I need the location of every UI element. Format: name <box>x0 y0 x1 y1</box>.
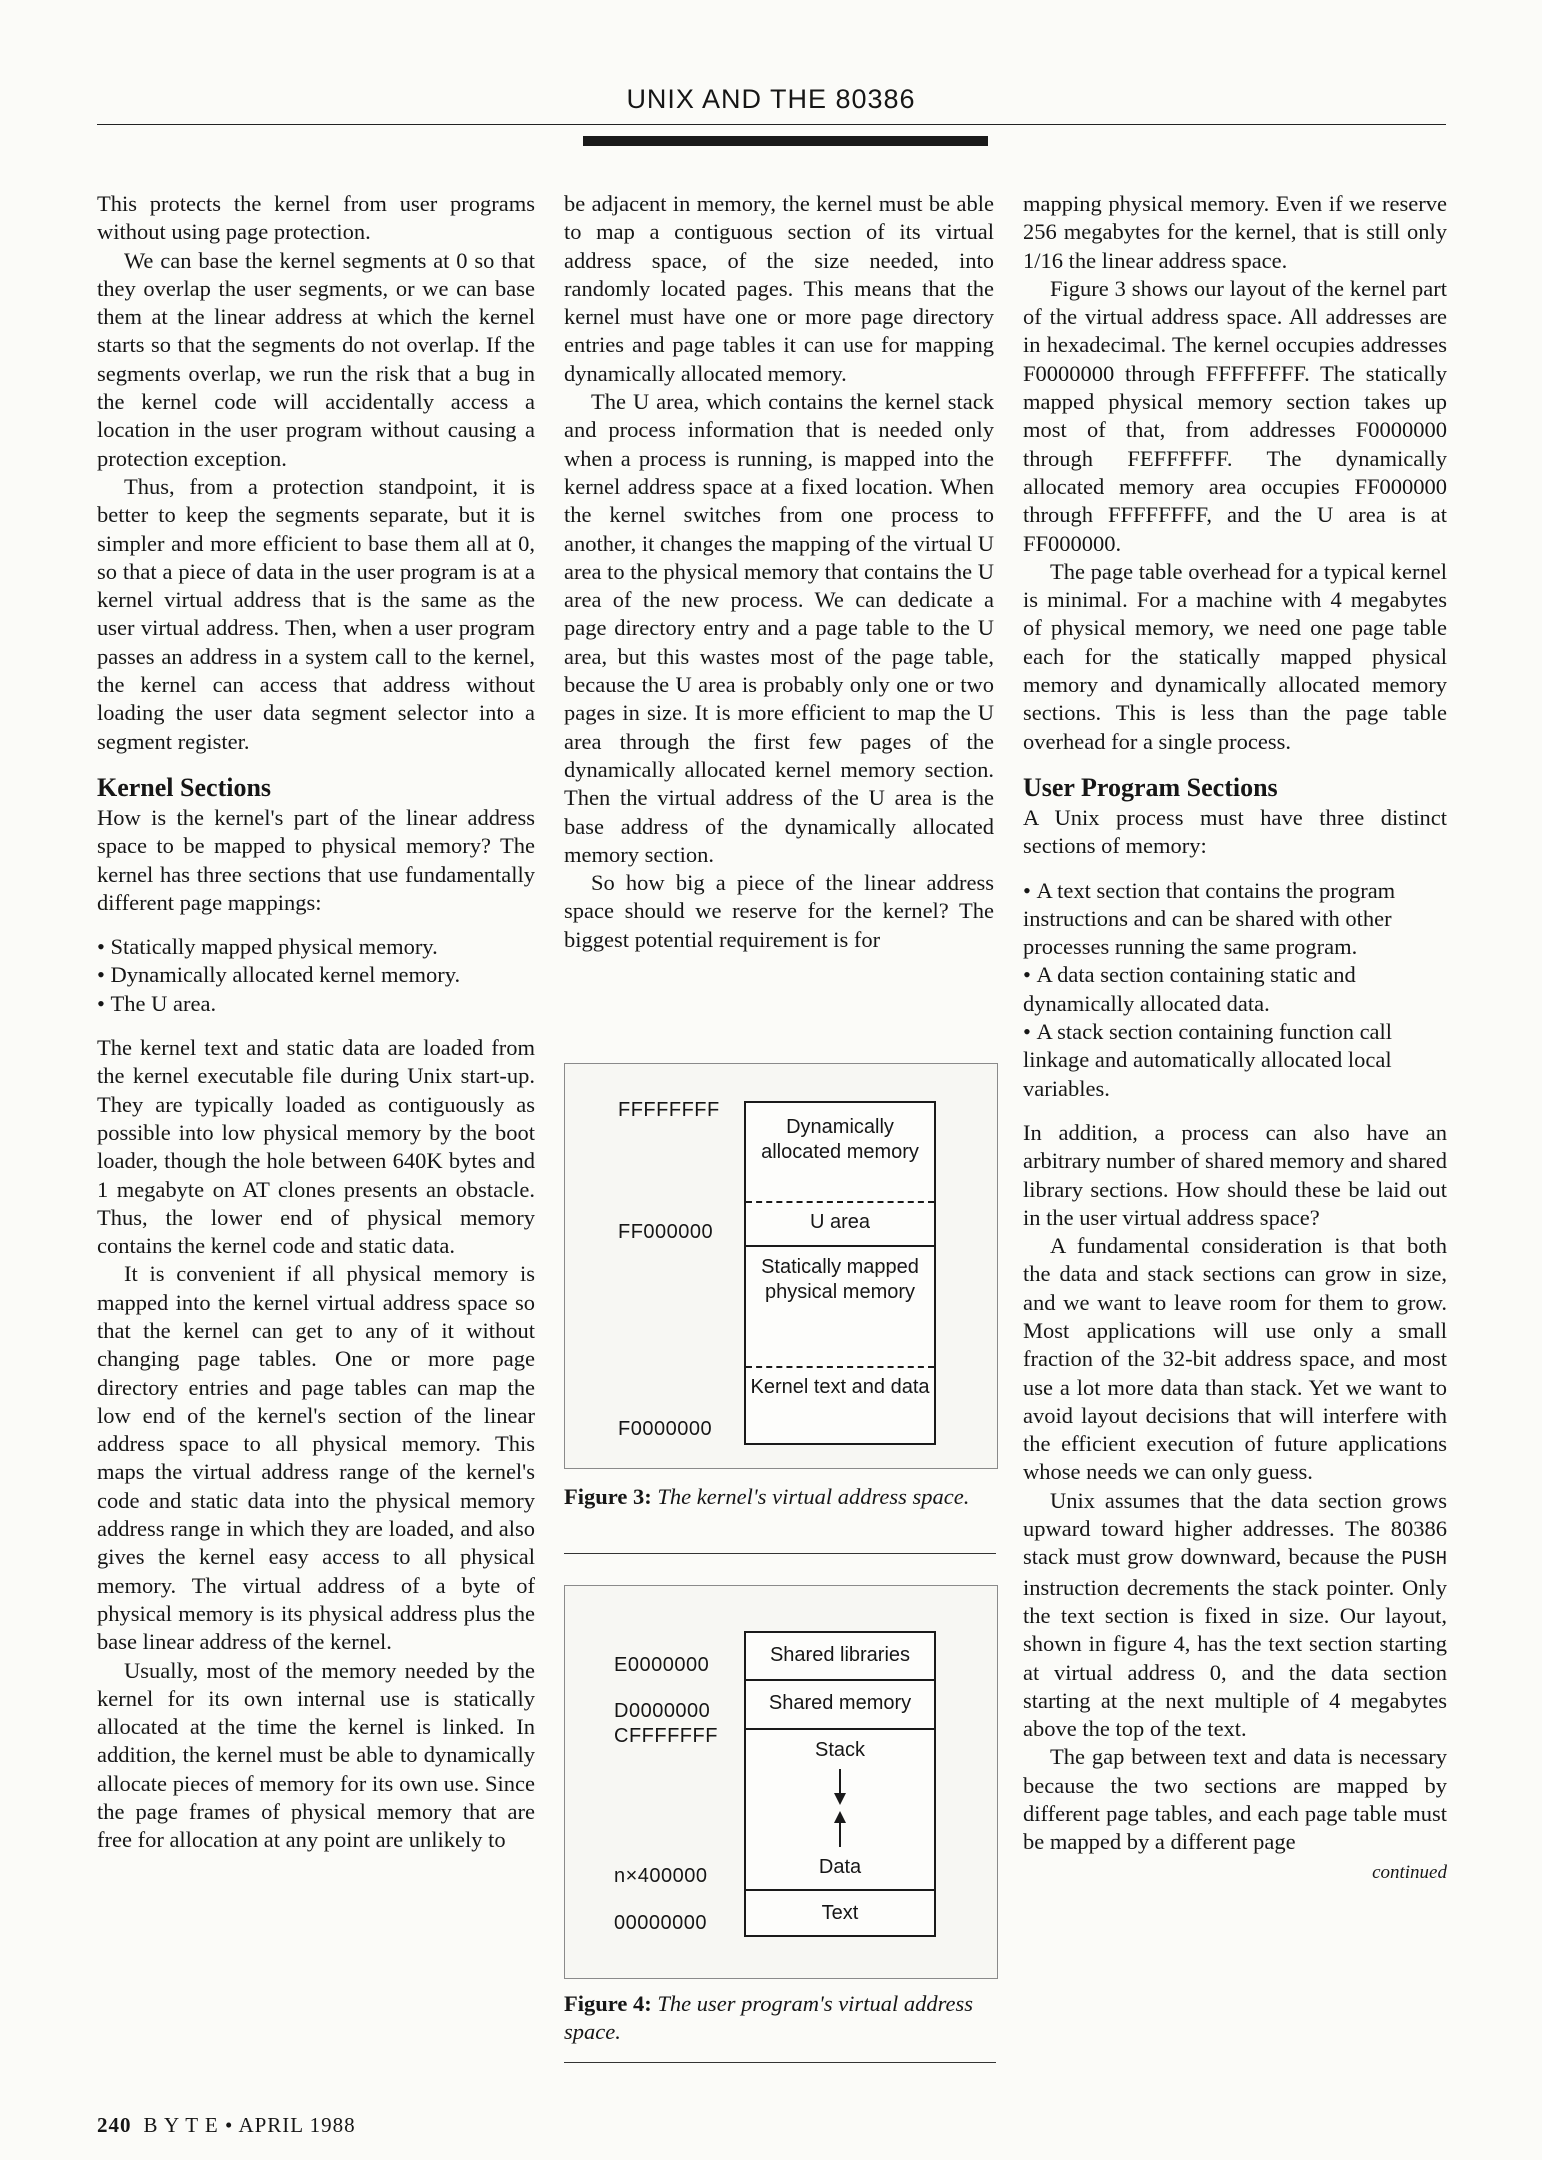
col3-paragraph-2: Figure 3 shows our layout of the kernel part of the virtual address space. All addresses are in hexadecimal. The kernel occupies addresses F0000000 through FFFFFFFF. The statically mapped physical memory section takes up most of that, from addresses F0000000 through FEFFFFFF. The dynamically allocated memory area occupies FF000000 through FFFFFFFF, and the U area is at FF000000. <box>1023 275 1447 556</box>
solid-divider <box>746 1728 934 1730</box>
col3-paragraph-3: The page table overhead for a typical kernel is minimal. For a machine with 4 megabytes of physical memory, we need one page table each for the statically mapped physical memory and dynamically allocated memory sections. This is less than the page table overhead for a single process. <box>1023 558 1447 754</box>
col1-paragraph-7: Usually, most of the memory needed by the kernel for its own internal use is statically allocated at the time the kernel is linked. In addition, the kernel must be able to dynamically allocate pieces of memory for its own use. Since the page frames of physical memory that are free for allocation at any point are unlikely to <box>97 1657 535 1853</box>
segment-dynamic-memory: Dynamically allocated memory <box>761 1116 919 1163</box>
col2-paragraph-1: be adjacent in memory, the kernel must be able to map a contiguous section of its virtual address space, of the size needed, into randomly located pages. This means that the kernel must have one or more page directory entries and page tables it can use for mapping dynamically allocated memory. <box>564 191 994 386</box>
address-label: D0000000 <box>614 1700 711 1722</box>
caption-rule <box>564 1553 996 1554</box>
segment-u-area: U area <box>809 1211 871 1233</box>
user-sections-list <box>1023 877 1447 1103</box>
col1-paragraph-2: We can base the kernel segments at 0 so that they overlap the user segments, or we can base them at the linear address at which the kernel starts so that the segments do not overlap. If the segments overlap, we run the risk that a bug in the kernel code will accidentally access a location in the user program without causing a protection exception. <box>97 247 535 471</box>
col2-paragraph-2: The U area, which contains the kernel stack and process information that is needed only when a process is running, is mapped into the kernel address space at a fixed location. When the kernel switches from one process to another, it changes the mapping of the virtual U area to the physical memory that contains the U area of the new process. We can dedicate a page directory entry and a page table to the U area, but this wastes most of the page table, because the U area is probably only one or two pages in size. It is more efficient to map the U area through the first few pages of the dynamically allocated kernel memory section. Then the virtual address of the U area is the base address of the dynamically allocated memory section. <box>564 389 994 867</box>
caption-label: Figure 3: <box>564 1484 652 1509</box>
kernel-memory-map <box>744 1101 936 1445</box>
page-footer <box>97 2113 356 2138</box>
list-item: • Statically mapped physical memory. <box>97 933 535 961</box>
col3-paragraph-5: In addition, a process can also have an arbitrary number of shared memory and shared library sections. How should these be laid out in the user virtual address space? <box>1023 1119 1447 1230</box>
dashed-divider <box>746 1201 934 1203</box>
solid-divider <box>746 1889 934 1891</box>
figure-4 <box>564 1585 999 1985</box>
address-label: 00000000 <box>614 1912 707 1934</box>
col1-paragraph-4: How is the kernel's part of the linear address space to be mapped to physical memory? The kernel has three sections that use fundamentally different page mappings: <box>97 804 535 915</box>
col3-paragraph-6: A fundamental consideration is that both the data and stack sections can grow in size, and we want to leave room for them to grow. Most applications will use only a small fraction of the 32-bit address space, and most use a lot more data than stack. Yet we want to avoid layout decisions that will interfere with the efficient execution of future applications whose needs we can only guess. <box>1023 1233 1447 1485</box>
list-item: • A stack section containing function call linkage and automatically allocated local variables. <box>1023 1018 1447 1103</box>
code-push: PUSH <box>1401 1548 1447 1571</box>
segment-shared-libraries: Shared libraries <box>769 1644 911 1666</box>
page-number: 240 <box>97 2113 132 2137</box>
figure-3-caption <box>564 1483 994 1511</box>
address-label: FFFFFFFF <box>618 1099 720 1121</box>
header-bar <box>583 136 988 146</box>
kernel-sections-list <box>97 933 535 1018</box>
column-3 <box>1023 190 1447 1887</box>
figure-4-caption <box>564 1990 994 2046</box>
segment-shared-memory: Shared memory <box>768 1692 912 1714</box>
list-item: • The U area. <box>97 990 535 1018</box>
address-label: F0000000 <box>618 1418 713 1440</box>
address-label: CFFFFFFF <box>614 1725 718 1747</box>
col2-paragraph-3: So how big a piece of the linear address space should we reserve for the kernel? The biggest potential requirement is for <box>564 870 994 952</box>
col1-paragraph-1: This protects the kernel from user programs without using page protection. <box>97 191 535 245</box>
col3-paragraph-8: The gap between text and data is necessary because the two sections are mapped by different page tables, and each page table must be mapped by a different page <box>1023 1744 1447 1855</box>
col1-paragraph-5: The kernel text and static data are loaded from the kernel executable file during Unix start-up. They are typically loaded as contiguously as possible into low physical memory by the boot loader, though the hole between 640K bytes and 1 megabyte on AT clones presents an obstacle. Thus, the lower end of physical memory contains the kernel code and static data. <box>97 1035 535 1259</box>
heading-kernel-sections: Kernel Sections <box>97 772 272 802</box>
list-item: • Dynamically allocated kernel memory. <box>97 961 535 989</box>
running-header: UNIX AND THE 80386 <box>626 84 916 114</box>
segment-stack: Stack <box>814 1739 866 1761</box>
caption-label: Figure 4: <box>564 1991 652 2016</box>
column-2 <box>564 190 994 954</box>
solid-divider <box>746 1679 934 1681</box>
dashed-divider <box>746 1366 934 1368</box>
column-1 <box>97 190 535 1855</box>
segment-static-memory: Statically mapped physical memory <box>761 1256 919 1303</box>
user-memory-map <box>744 1631 936 1937</box>
list-item: • A text section that contains the program instructions and can be shared with other processes running the same program. <box>1023 877 1447 962</box>
segment-text: Text <box>821 1902 859 1924</box>
caption-text: The kernel's virtual address space. <box>657 1484 970 1509</box>
text-run: instruction decrements the stack pointer. Only the text section is fixed in size. Our layout, shown in figure 4, has the text section starting at virtual address 0, and the data section starting at the next multiple of 4 megabytes above the top of the text. <box>1023 1574 1447 1742</box>
list-item: • A data section containing static and dynamically allocated data. <box>1023 961 1447 1018</box>
continued-label: continued <box>1372 1861 1447 1883</box>
magazine-issue: B Y T E • APRIL 1988 <box>143 2113 356 2137</box>
col3-paragraph-1: mapping physical memory. Even if we reserve 256 megabytes for the kernel, that is still only 1/16 the linear address space. <box>1023 191 1447 273</box>
figure-3 <box>564 1063 999 1473</box>
address-label: FF000000 <box>618 1221 714 1243</box>
heading-user-program-sections: User Program Sections <box>1023 772 1278 802</box>
address-label: E0000000 <box>614 1654 710 1676</box>
caption-rule <box>564 2062 996 2063</box>
col1-paragraph-6: It is convenient if all physical memory is mapped into the kernel virtual address space so that the kernel can get to any of it without changing page tables. One or more page directory entries and page tables can map the low end of the kernel's section of the linear address space to all physical memory. This maps the virtual address range of the kernel's code and static data into the physical memory address range in which they are loaded, and also gives the kernel easy access to all physical memory. The virtual address of a byte of physical memory is its physical address plus the base linear address of the kernel. <box>97 1261 535 1655</box>
solid-divider <box>746 1245 934 1247</box>
address-label: n×400000 <box>614 1865 708 1887</box>
col3-paragraph-7 <box>1023 1487 1447 1744</box>
col1-paragraph-3: Thus, from a protection standpoint, it is better to keep the segments separate, but it is simpler and more efficient to base them all at 0, so that a piece of data in the user program is at a kernel virtual address that is the same as the user virtual address. Then, when a user program passes an address in a system call to the kernel, the kernel can access that address without loading the user data segment selector into a segment register. <box>97 473 535 754</box>
header-rule <box>97 124 1446 125</box>
segment-kernel-text: Kernel text and data <box>750 1376 930 1398</box>
caption-text: The user program's virtual address space. <box>564 1991 973 2044</box>
text-run: Unix assumes that the data section grows upward toward higher addresses. The 80386 stack must grow downward, because the <box>1023 1487 1447 1570</box>
col3-paragraph-4: A Unix process must have three distinct sections of memory: <box>1023 804 1447 859</box>
segment-data: Data <box>818 1856 862 1878</box>
growth-arrows-icon <box>830 1767 850 1849</box>
